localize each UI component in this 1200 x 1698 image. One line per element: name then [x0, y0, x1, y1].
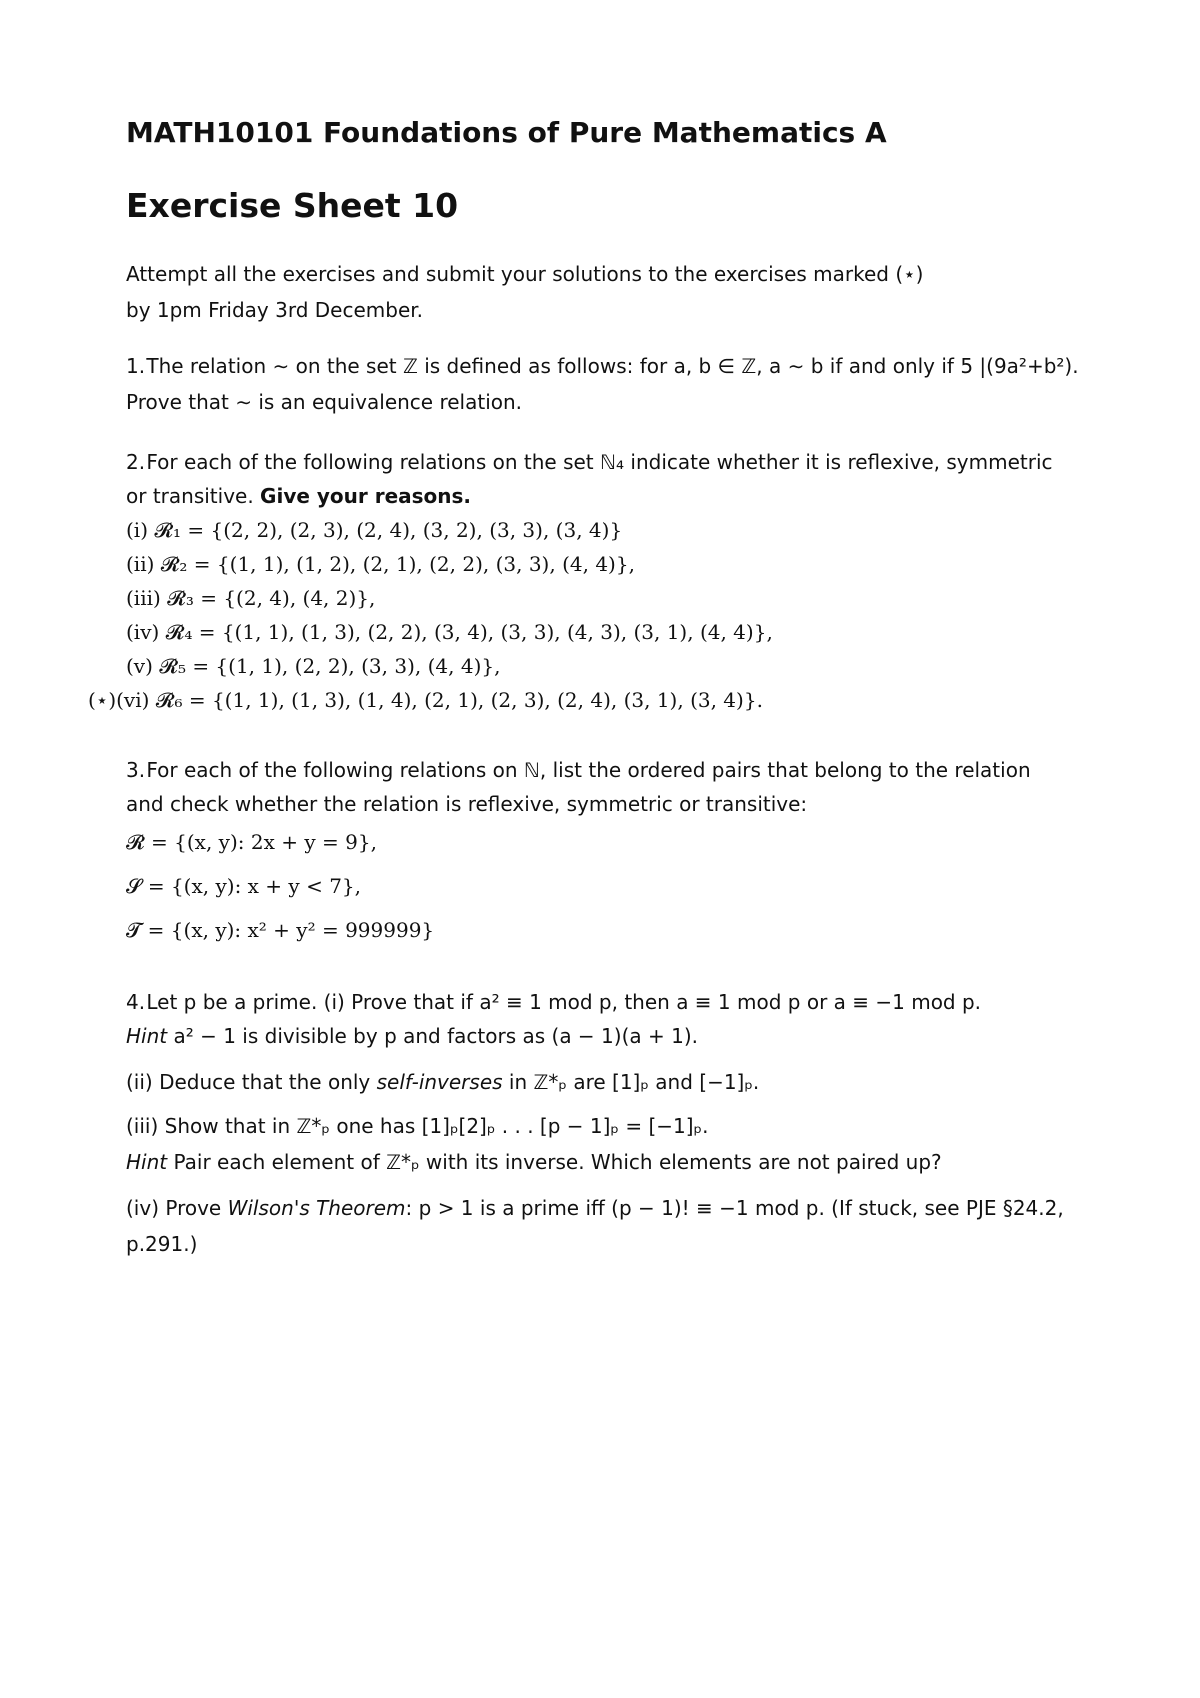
question-4-part-iii: (iii) Show that in ℤ*ₚ one has [1]ₚ[2]ₚ . . . [p − 1]ₚ = [−1]ₚ. — [126, 1114, 709, 1138]
question-4-hint-1 — [126, 1022, 698, 1050]
relation-t: 𝓣 = {(x, y): x² + y² = 999999} — [126, 918, 435, 942]
theorem-name: Wilson's Theorem — [227, 1196, 406, 1220]
relation-item: (i) 𝓡₁ = {(2, 2), (2, 3), (2, 4), (3, 2), (3, 3), (3, 4)} — [126, 518, 623, 542]
question-3-text: For each of the following relations on ℕ, list the ordered pairs that belong to the relation — [146, 758, 1031, 782]
relation-item: (iv) 𝓡₄ = {(1, 1), (1, 3), (2, 2), (3, 4), (3, 3), (4, 3), (3, 1), (4, 4)}, — [126, 620, 773, 644]
part-iv-text: (iv) Prove — [126, 1196, 228, 1220]
hint-label: Hint — [126, 1024, 168, 1048]
relation-item-starred: (⋆)(vi) 𝓡₆ = {(1, 1), (1, 3), (1, 4), (2, 1), (2, 3), (2, 4), (3, 1), (3, 4)}. — [88, 688, 763, 712]
relation-item: (ii) 𝓡₂ = {(1, 1), (1, 2), (2, 1), (2, 2), (3, 3), (4, 4)}, — [126, 552, 635, 576]
sheet-title: Exercise Sheet 10 — [126, 186, 459, 225]
relation-r: 𝓡 = {(x, y): 2x + y = 9}, — [126, 830, 377, 854]
hint-text: Pair each element of ℤ*ₚ with its inverse. Which elements are not paired up? — [167, 1150, 942, 1174]
relation-item: (v) 𝓡₅ = {(1, 1), (2, 2), (3, 3), (4, 4)}, — [126, 654, 501, 678]
instructions-line-1: Attempt all the exercises and submit your solutions to the exercises marked (⋆) — [126, 262, 924, 286]
question-1-line-2: Prove that ∼ is an equivalence relation. — [126, 390, 523, 414]
hint-text: a² − 1 is divisible by p and factors as (a − 1)(a + 1). — [167, 1024, 698, 1048]
question-4-number: 4. — [126, 990, 146, 1014]
question-2-line-2 — [126, 482, 471, 510]
question-2-number: 2. — [126, 450, 146, 474]
question-3-number: 3. — [126, 758, 146, 782]
part-ii-text: (ii) Deduce that the only — [126, 1070, 377, 1094]
question-2-text-cont: or transitive. — [126, 484, 261, 508]
question-4-line-1 — [126, 988, 981, 1016]
question-3-line-2: and check whether the relation is reflexive, symmetric or transitive: — [126, 792, 808, 816]
instructions — [126, 256, 923, 328]
instructions-line-2: by 1pm Friday 3rd December. — [126, 298, 424, 322]
course-title: MATH10101 Foundations of Pure Mathematics A — [126, 116, 887, 149]
part-ii-text-cont: in ℤ*ₚ are [1]ₚ and [−1]ₚ. — [502, 1070, 760, 1094]
hint-label: Hint — [126, 1150, 168, 1174]
question-4-hint-2 — [126, 1148, 942, 1176]
question-1-text: The relation ∼ on the set ℤ is defined as follows: for a, b ∈ ℤ, a ∼ b if and only if 5 |(9a²+b²). — [146, 354, 1079, 378]
question-1-number: 1. — [126, 354, 146, 378]
question-3-line-1 — [126, 756, 1031, 784]
question-2-text: For each of the following relations on the set ℕ₄ indicate whether it is reflexive, symmetric — [146, 450, 1053, 474]
relation-item: (iii) 𝓡₃ = {(2, 4), (4, 2)}, — [126, 586, 376, 610]
question-2-emphasis: Give your reasons. — [260, 484, 472, 508]
part-ii-emphasis: self-inverses — [376, 1070, 503, 1094]
question-4-part-iv-cont: p.291.) — [126, 1232, 198, 1256]
question-4-part-iv — [126, 1194, 1064, 1222]
question-1-line-1 — [126, 352, 1079, 380]
question-2-line-1 — [126, 448, 1053, 476]
part-iv-text-cont: : p > 1 is a prime iff (p − 1)! ≡ −1 mod p. (If stuck, see PJE §24.2, — [405, 1196, 1064, 1220]
question-4-part-ii — [126, 1068, 759, 1096]
question-4-part-i: Let p be a prime. (i) Prove that if a² ≡ 1 mod p, then a ≡ 1 mod p or a ≡ −1 mod p. — [146, 990, 982, 1014]
relation-s: 𝓢 = {(x, y): x + y < 7}, — [126, 874, 362, 898]
